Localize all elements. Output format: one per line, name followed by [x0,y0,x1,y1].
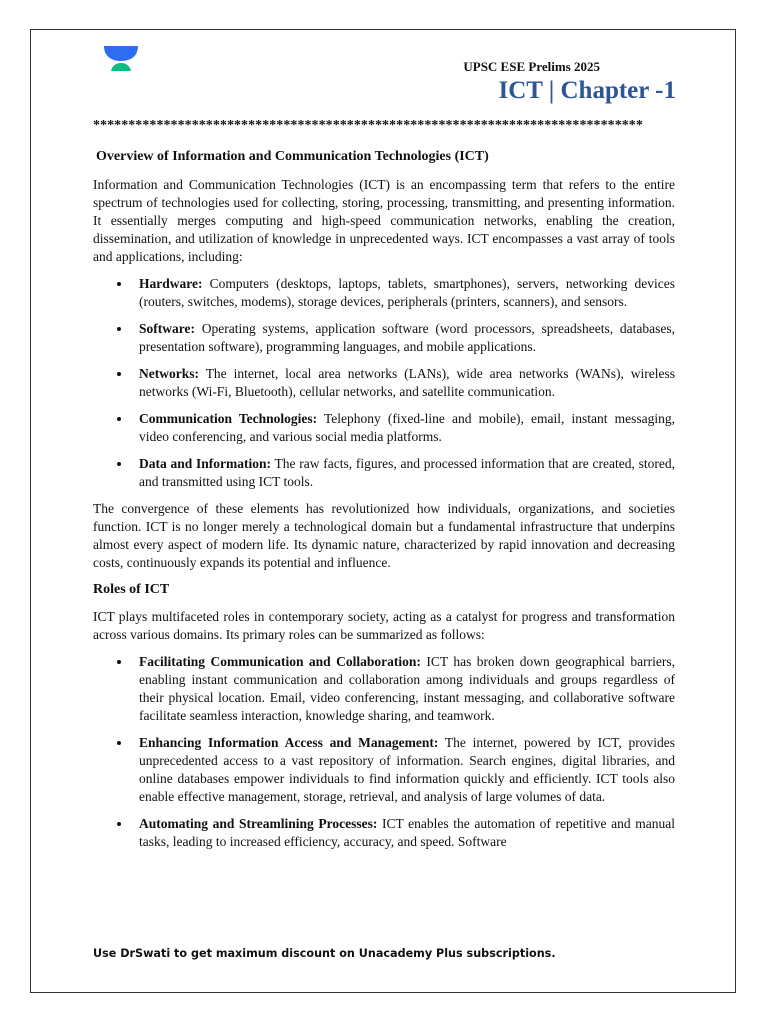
list-item-text: The internet, local area networks (LANs), wide area networks (WANs), wireless networks (Wi-Fi, Bluetooth), cellular networks, and satellite communication. [139,366,675,399]
ict-roles-list [93,653,675,851]
list-item [93,734,675,806]
list-item [93,320,675,356]
list-item-term: Software: [139,321,195,336]
overview-intro: Information and Communication Technologies (ICT) is an encompassing term that refers to the entire spectrum of technologies used for collecting, storing, processing, transmitting, and presenting information. It essentially merges computing and high-speed communication networks, enabling the creation, dissemination, and utilization of knowledge in unprecedented ways. ICT encompasses a vast array of tools and applications, including: [93,177,675,264]
list-item-text: The internet, powered by ICT, provides unprecedented access to a vast repository of information. Search engines, digital libraries, and online databases empower individuals to find information quickly and efficiently. ICT tools also enable effective management, storage, retrieval, and analysis of large volumes of data. [139,735,675,804]
list-item-text: ICT enables the automation of repetitive and manual tasks, leading to increased efficiency, accuracy, and speed. Software [139,816,675,849]
list-item-text: Telephony (fixed-line and mobile), email, instant messaging, video conferencing, and various social media platforms. [139,411,675,444]
list-item [93,410,675,446]
roles-intro: ICT plays multifaceted roles in contemporary society, acting as a catalyst for progress and transformation across various domains. Its primary roles can be summarized as follows: [93,609,675,642]
list-item-term: Automating and Streamlining Processes: [139,816,378,831]
exam-title: UPSC ESE Prelims 2025 [463,59,600,74]
chapter-title: ICT | Chapter -1 [498,77,676,104]
list-item-term: Enhancing Information Access and Management: [139,735,439,750]
list-item-text: ICT has broken down geographical barriers, enabling instant communication and collaboration among individuals and groups regardless of their physical location. Email, video conferencing, instant messaging, and collaborative software facilitate seamless interaction, knowledge sharing, and teamwork. [139,654,675,723]
list-item-term: Facilitating Communication and Collaboration: [139,654,421,669]
list-item-text: Computers (desktops, laptops, tablets, smartphones), servers, networking devices (routers, switches, modems), storage devices, peripherals (printers, scanners), and sensors. [139,276,675,309]
overview-conclusion: The convergence of these elements has revolutionized how individuals, organizations, and societies function. ICT is no longer merely a technological domain but a fundamental infrastructure that underpins almost every aspect of modern life. Its dynamic nature, characterized by rapid innovation and decreasing costs, continuously expands its potential and influence. [93,501,675,570]
document-body [93,148,675,860]
overview-heading: Overview of Information and Communication Technologies (ICT) [96,149,489,164]
list-item [93,455,675,491]
list-item [93,275,675,311]
list-item-term: Data and Information: [139,456,272,471]
list-item-term: Networks: [139,366,199,381]
unacademy-logo-icon [104,46,138,72]
footer-promo-note: Use DrSwati to get maximum discount on Unacademy Plus subscriptions. [93,947,556,960]
ict-components-list [93,275,675,491]
list-item-text: The raw facts, figures, and processed information that are created, stored, and transmitted using ICT tools. [139,456,675,489]
list-item-term: Hardware: [139,276,203,291]
list-item-text: Operating systems, application software (word processors, spreadsheets, databases, presentation software), programming languages, and mobile applications. [139,321,675,354]
star-separator: ****************************************************************************** [93,118,643,133]
list-item [93,653,675,725]
document-header [463,59,676,106]
roles-heading: Roles of ICT [93,582,170,597]
list-item [93,815,675,851]
list-item-term: Communication Technologies: [139,411,318,426]
list-item [93,365,675,401]
